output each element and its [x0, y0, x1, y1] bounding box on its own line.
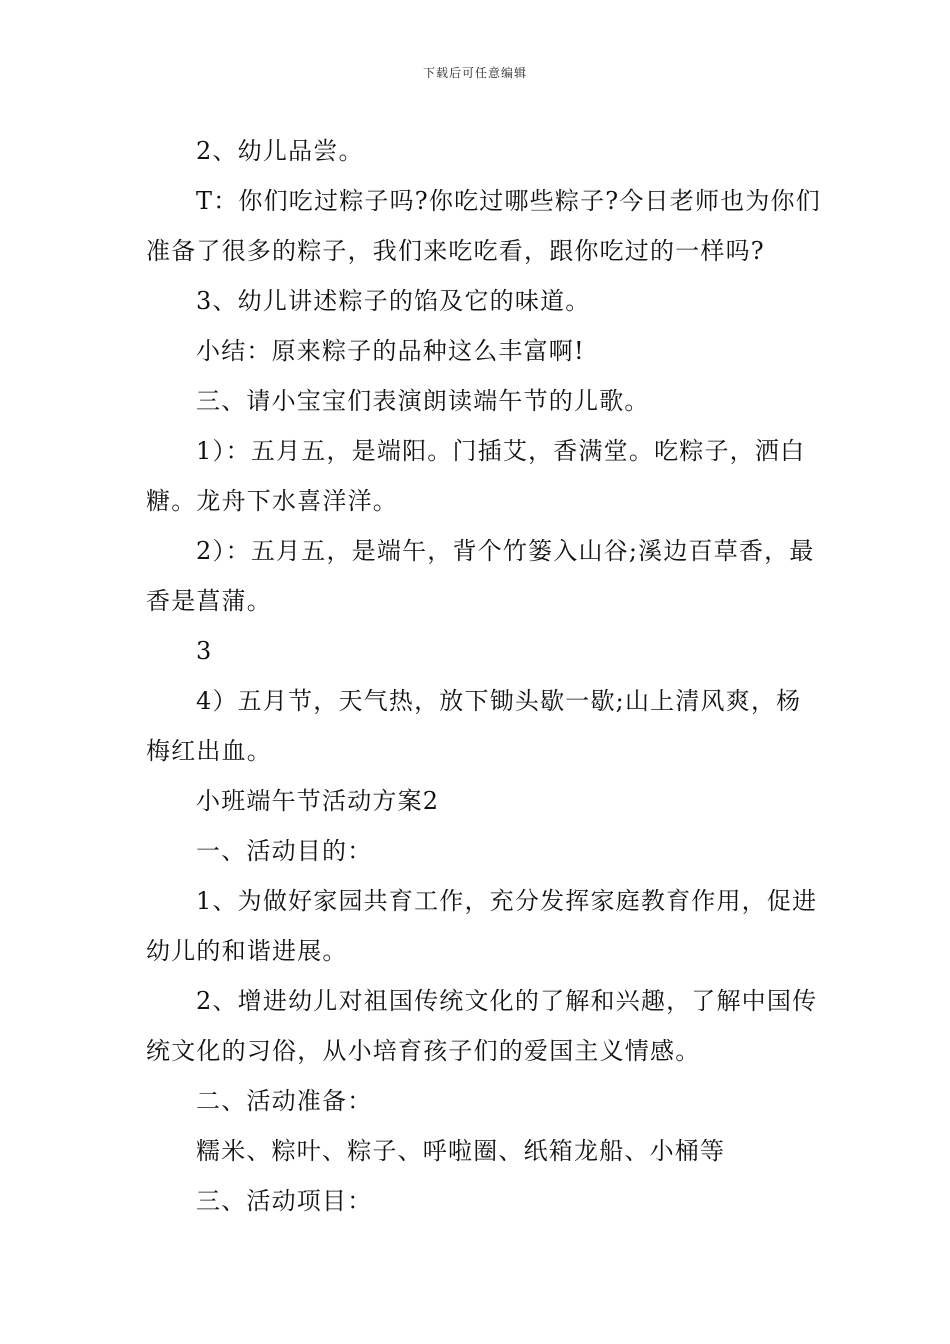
paragraph-preparation-heading: 二、活动准备： [196, 1087, 373, 1115]
paragraph-rhyme-2: 2）：五月五，是端午，背个竹篓入山谷;溪边百草香，最香是菖蒲。 [146, 537, 815, 615]
paragraph-objective-2: 2、增进幼儿对祖国传统文化的了解和兴趣，了解中国传统文化的习俗，从小培育孩子们的爱国主义情感。 [146, 987, 818, 1065]
paragraph-plan-title: 小班端午节活动方案2 [196, 787, 440, 815]
paragraph-summary: 小结：原来粽子的品种这么丰富啊! [196, 337, 585, 365]
paragraph-describe-filling: 3、幼儿讲述粽子的馅及它的味道。 [196, 287, 591, 315]
paragraph-rhyme-4: 4）五月节，天气热，放下锄头歇一歇;山上清风爽，杨梅红出血。 [146, 687, 802, 765]
paragraph-section-three: 三、请小宝宝们表演朗读端午节的儿歌。 [196, 387, 650, 415]
paragraph-objective-1: 1、为做好家园共育工作，充分发挥家庭教育作用，促进幼儿的和谐进展。 [146, 887, 818, 965]
document-body [146, 126, 826, 1226]
page-header-note: 下载后可任意编辑 [422, 66, 527, 80]
paragraph-rhyme-3: 3 [196, 637, 213, 665]
paragraph-materials: 糯米、粽叶、粽子、呼啦圈、纸箱龙船、小桶等 [196, 1137, 726, 1165]
paragraph-teacher-question: T：你们吃过粽子吗?你吃过哪些粽子?今日老师也为你们准备了很多的粽子，我们来吃吃看，跟你吃过的一样吗? [146, 187, 821, 265]
paragraph-items-heading: 三、活动项目： [196, 1187, 373, 1215]
paragraph-tasting: 2、幼儿品尝。 [196, 137, 364, 165]
paragraph-rhyme-1: 1）：五月五，是端阳。门插艾，香满堂。吃粽子，洒白糖。龙舟下水喜洋洋。 [146, 437, 806, 515]
paragraph-objectives-heading: 一、活动目的： [196, 837, 373, 865]
